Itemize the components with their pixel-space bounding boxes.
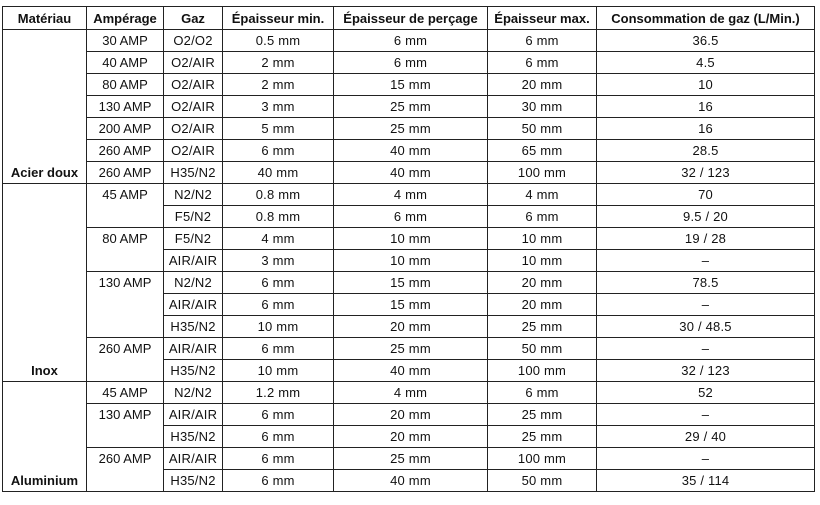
piercing-thickness-cell: 20 mm <box>334 426 488 448</box>
gas-consumption-cell: 52 <box>597 382 815 404</box>
gas-cell: H35/N2 <box>164 426 223 448</box>
piercing-thickness-cell: 6 mm <box>334 52 488 74</box>
gas-consumption-cell: 70 <box>597 184 815 206</box>
gas-cell: O2/AIR <box>164 52 223 74</box>
gas-consumption-cell: 19 / 28 <box>597 228 815 250</box>
amperage-cell: 260 AMP <box>87 338 164 382</box>
min-thickness-cell: 6 mm <box>223 272 334 294</box>
min-thickness-cell: 6 mm <box>223 404 334 426</box>
table-body <box>3 30 815 492</box>
piercing-thickness-cell: 40 mm <box>334 360 488 382</box>
max-thickness-cell: 10 mm <box>488 228 597 250</box>
gas-cell: F5/N2 <box>164 228 223 250</box>
amperage-cell: 130 AMP <box>87 272 164 338</box>
gas-cell: AIR/AIR <box>164 448 223 470</box>
table-row <box>3 228 815 250</box>
gas-consumption-cell: 30 / 48.5 <box>597 316 815 338</box>
amperage-cell: 260 AMP <box>87 448 164 492</box>
cutting-spec-table <box>2 6 815 492</box>
gas-cell: O2/AIR <box>164 140 223 162</box>
max-thickness-cell: 50 mm <box>488 470 597 492</box>
material-cell: Acier doux <box>3 30 87 184</box>
max-thickness-cell: 100 mm <box>488 360 597 382</box>
piercing-thickness-cell: 25 mm <box>334 338 488 360</box>
min-thickness-cell: 1.2 mm <box>223 382 334 404</box>
gas-cell: H35/N2 <box>164 162 223 184</box>
gas-cell: N2/N2 <box>164 382 223 404</box>
min-thickness-cell: 0.8 mm <box>223 206 334 228</box>
gas-cell: AIR/AIR <box>164 250 223 272</box>
max-thickness-cell: 6 mm <box>488 30 597 52</box>
piercing-thickness-cell: 20 mm <box>334 404 488 426</box>
min-thickness-cell: 6 mm <box>223 338 334 360</box>
gas-cell: F5/N2 <box>164 206 223 228</box>
gas-cell: N2/N2 <box>164 272 223 294</box>
spec-table-container <box>2 6 815 492</box>
header-row <box>3 7 815 30</box>
max-thickness-cell: 6 mm <box>488 52 597 74</box>
max-thickness-cell: 50 mm <box>488 118 597 140</box>
gas-cell: N2/N2 <box>164 184 223 206</box>
table-row <box>3 184 815 206</box>
max-thickness-cell: 100 mm <box>488 162 597 184</box>
amperage-cell: 30 AMP <box>87 30 164 52</box>
piercing-thickness-cell: 15 mm <box>334 74 488 96</box>
gas-cell: O2/AIR <box>164 96 223 118</box>
gas-consumption-cell: 35 / 114 <box>597 470 815 492</box>
piercing-thickness-cell: 25 mm <box>334 96 488 118</box>
gas-consumption-cell: 29 / 40 <box>597 426 815 448</box>
max-thickness-cell: 65 mm <box>488 140 597 162</box>
piercing-thickness-cell: 10 mm <box>334 250 488 272</box>
max-thickness-cell: 6 mm <box>488 206 597 228</box>
piercing-thickness-cell: 40 mm <box>334 140 488 162</box>
piercing-thickness-cell: 40 mm <box>334 162 488 184</box>
piercing-thickness-cell: 15 mm <box>334 294 488 316</box>
gas-consumption-cell: – <box>597 448 815 470</box>
table-row <box>3 448 815 470</box>
piercing-thickness-cell: 15 mm <box>334 272 488 294</box>
max-thickness-cell: 4 mm <box>488 184 597 206</box>
amperage-cell: 130 AMP <box>87 96 164 118</box>
gas-consumption-cell: – <box>597 404 815 426</box>
min-thickness-cell: 40 mm <box>223 162 334 184</box>
piercing-thickness-cell: 4 mm <box>334 382 488 404</box>
header-max-thickness: Épaisseur max. <box>488 7 597 30</box>
gas-cell: H35/N2 <box>164 470 223 492</box>
min-thickness-cell: 6 mm <box>223 294 334 316</box>
max-thickness-cell: 30 mm <box>488 96 597 118</box>
table-row <box>3 338 815 360</box>
table-row <box>3 382 815 404</box>
amperage-cell: 260 AMP <box>87 140 164 162</box>
material-cell: Inox <box>3 184 87 382</box>
piercing-thickness-cell: 4 mm <box>334 184 488 206</box>
piercing-thickness-cell: 25 mm <box>334 448 488 470</box>
amperage-cell: 40 AMP <box>87 52 164 74</box>
min-thickness-cell: 0.5 mm <box>223 30 334 52</box>
material-cell: Aluminium <box>3 382 87 492</box>
amperage-cell: 45 AMP <box>87 382 164 404</box>
gas-cell: AIR/AIR <box>164 338 223 360</box>
piercing-thickness-cell: 20 mm <box>334 316 488 338</box>
piercing-thickness-cell: 6 mm <box>334 30 488 52</box>
header-gas: Gaz <box>164 7 223 30</box>
amperage-cell: 80 AMP <box>87 228 164 272</box>
min-thickness-cell: 6 mm <box>223 470 334 492</box>
gas-consumption-cell: 36.5 <box>597 30 815 52</box>
gas-cell: O2/AIR <box>164 74 223 96</box>
min-thickness-cell: 2 mm <box>223 74 334 96</box>
amperage-cell: 260 AMP <box>87 162 164 184</box>
min-thickness-cell: 6 mm <box>223 448 334 470</box>
min-thickness-cell: 2 mm <box>223 52 334 74</box>
piercing-thickness-cell: 10 mm <box>334 228 488 250</box>
gas-consumption-cell: – <box>597 250 815 272</box>
piercing-thickness-cell: 25 mm <box>334 118 488 140</box>
min-thickness-cell: 3 mm <box>223 250 334 272</box>
gas-consumption-cell: 4.5 <box>597 52 815 74</box>
gas-cell: H35/N2 <box>164 316 223 338</box>
piercing-thickness-cell: 40 mm <box>334 470 488 492</box>
table-row <box>3 74 815 96</box>
max-thickness-cell: 100 mm <box>488 448 597 470</box>
gas-consumption-cell: – <box>597 294 815 316</box>
table-row <box>3 52 815 74</box>
gas-consumption-cell: 10 <box>597 74 815 96</box>
header-gas-consumption: Consommation de gaz (L/Min.) <box>597 7 815 30</box>
gas-consumption-cell: 16 <box>597 96 815 118</box>
amperage-cell: 200 AMP <box>87 118 164 140</box>
gas-consumption-cell: 32 / 123 <box>597 360 815 382</box>
max-thickness-cell: 6 mm <box>488 382 597 404</box>
max-thickness-cell: 25 mm <box>488 426 597 448</box>
min-thickness-cell: 6 mm <box>223 426 334 448</box>
min-thickness-cell: 0.8 mm <box>223 184 334 206</box>
table-row <box>3 96 815 118</box>
gas-cell: AIR/AIR <box>164 404 223 426</box>
gas-cell: H35/N2 <box>164 360 223 382</box>
gas-consumption-cell: 78.5 <box>597 272 815 294</box>
gas-consumption-cell: 32 / 123 <box>597 162 815 184</box>
table-row <box>3 404 815 426</box>
max-thickness-cell: 25 mm <box>488 404 597 426</box>
table-row <box>3 272 815 294</box>
max-thickness-cell: 20 mm <box>488 74 597 96</box>
table-row <box>3 140 815 162</box>
min-thickness-cell: 10 mm <box>223 360 334 382</box>
table-row <box>3 30 815 52</box>
amperage-cell: 80 AMP <box>87 74 164 96</box>
max-thickness-cell: 20 mm <box>488 294 597 316</box>
max-thickness-cell: 25 mm <box>488 316 597 338</box>
max-thickness-cell: 20 mm <box>488 272 597 294</box>
header-piercing-thickness: Épaisseur de perçage <box>334 7 488 30</box>
min-thickness-cell: 5 mm <box>223 118 334 140</box>
header-min-thickness: Épaisseur min. <box>223 7 334 30</box>
gas-consumption-cell: 28.5 <box>597 140 815 162</box>
table-row <box>3 162 815 184</box>
header-material: Matériau <box>3 7 87 30</box>
max-thickness-cell: 50 mm <box>488 338 597 360</box>
min-thickness-cell: 4 mm <box>223 228 334 250</box>
gas-consumption-cell: – <box>597 338 815 360</box>
gas-cell: AIR/AIR <box>164 294 223 316</box>
header-amperage: Ampérage <box>87 7 164 30</box>
min-thickness-cell: 6 mm <box>223 140 334 162</box>
min-thickness-cell: 10 mm <box>223 316 334 338</box>
gas-consumption-cell: 16 <box>597 118 815 140</box>
gas-cell: O2/AIR <box>164 118 223 140</box>
table-row <box>3 118 815 140</box>
gas-consumption-cell: 9.5 / 20 <box>597 206 815 228</box>
piercing-thickness-cell: 6 mm <box>334 206 488 228</box>
gas-cell: O2/O2 <box>164 30 223 52</box>
amperage-cell: 130 AMP <box>87 404 164 448</box>
max-thickness-cell: 10 mm <box>488 250 597 272</box>
amperage-cell: 45 AMP <box>87 184 164 228</box>
min-thickness-cell: 3 mm <box>223 96 334 118</box>
